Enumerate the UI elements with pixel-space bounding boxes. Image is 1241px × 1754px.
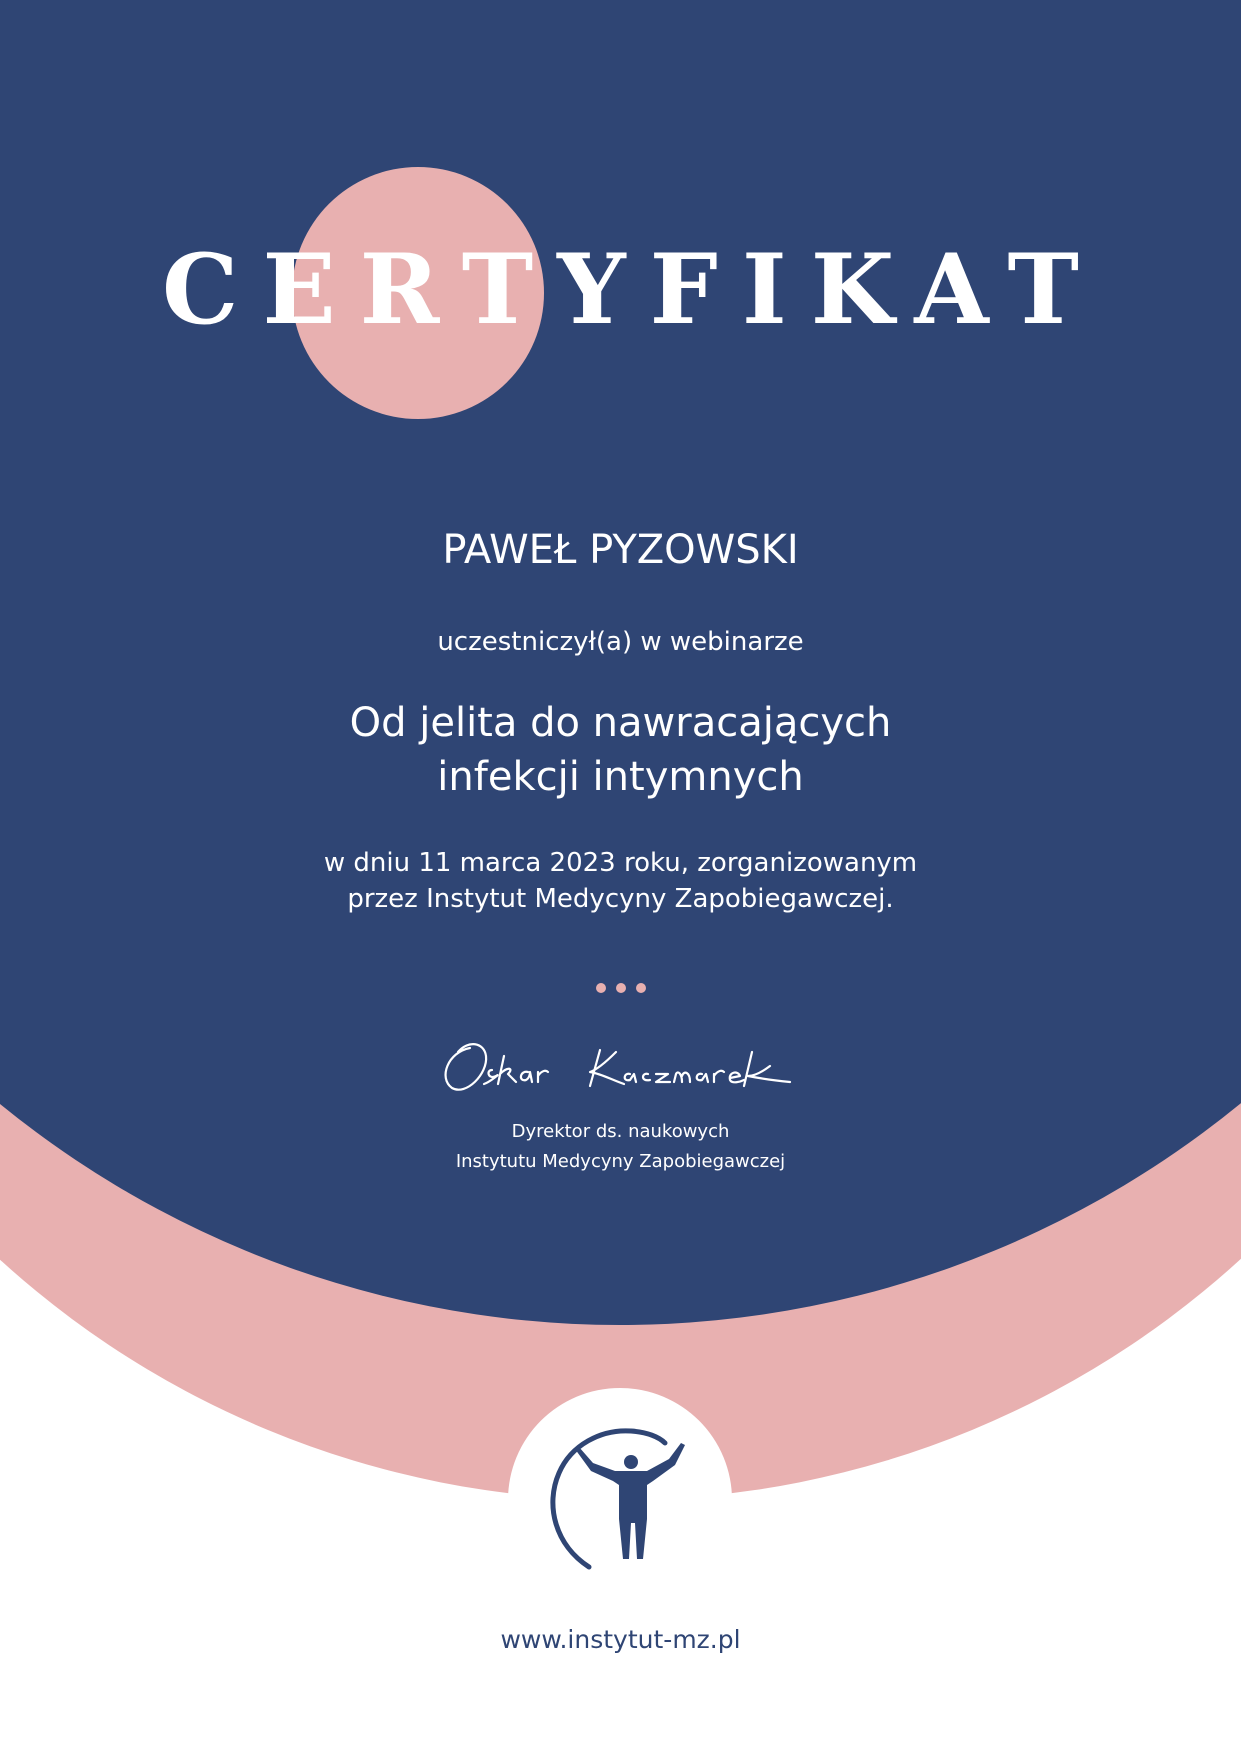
signature bbox=[430, 1030, 810, 1100]
signer-role bbox=[0, 1117, 1241, 1177]
event-details-line-1: w dniu 11 marca 2023 roku, zorganizowanym bbox=[323, 848, 918, 878]
institute-logo bbox=[535, 1415, 705, 1585]
participation-text: uczestniczył(a) w webinarze bbox=[437, 627, 804, 657]
event-details bbox=[0, 845, 1241, 917]
webinar-title-line-2: infekcji intymnych bbox=[437, 754, 804, 800]
recipient-name: PAWEŁ PYZOWSKI bbox=[442, 527, 799, 573]
separator-dot bbox=[616, 983, 626, 993]
certificate-title: CERTYFIKAT bbox=[162, 233, 1103, 346]
website-link[interactable]: www.instytut-mz.pl bbox=[500, 1625, 741, 1654]
signer-role-line-2: Instytutu Medycyny Zapobiegawczej bbox=[455, 1151, 786, 1172]
separator-dot bbox=[636, 983, 646, 993]
separator-dots bbox=[0, 978, 1241, 994]
event-details-line-2: przez Instytut Medycyny Zapobiegawczej. bbox=[347, 884, 894, 914]
separator-dot bbox=[596, 983, 606, 993]
signer-role-line-1: Dyrektor ds. naukowych bbox=[511, 1121, 730, 1142]
webinar-title-line-1: Od jelita do nawracających bbox=[349, 700, 892, 746]
webinar-title bbox=[0, 696, 1241, 804]
